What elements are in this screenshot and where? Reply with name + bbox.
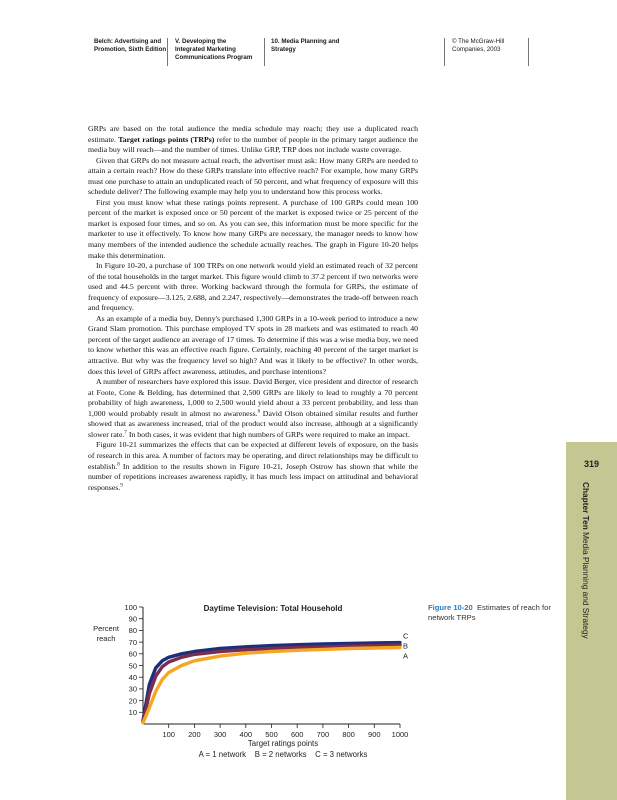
- paragraph: GRPs are based on the total audience the media schedule may reach; they use a duplicated reach estimate. Target ratings points (TRPs) refer to the number of people in the primary target audience the media buy will reach—and the number of times. Unlike GRP, TRP does not include waste coverage.: [88, 124, 418, 155]
- series-label-B: B: [403, 641, 409, 651]
- header-chapter-title: 10. Media Planning and Strategy: [271, 38, 340, 54]
- y-tick-label: 20: [128, 696, 137, 706]
- footnote-ref: 7: [124, 430, 127, 436]
- y-tick-label: 30: [128, 684, 137, 694]
- footnote-ref: 9: [120, 483, 123, 488]
- header-copyright: © The McGraw-Hill Companies, 2003: [452, 38, 505, 54]
- chart-legend: A = 1 network B = 2 networks C = 3 networks: [198, 750, 368, 759]
- figure-number: Figure 10-20: [428, 603, 473, 612]
- x-tick-label: 300: [213, 730, 227, 739]
- series-line-B: [143, 645, 400, 722]
- y-tick-label: 50: [128, 661, 137, 671]
- x-tick-label: 500: [265, 730, 278, 739]
- y-tick-label: 70: [128, 637, 137, 647]
- paragraph: A number of researchers have explored this issue. David Berger, vice president and director of research at Foote, Cone & Belding, has determined that 2,500 GRPs are likely to lead to roughly a 70 percent probability of high awareness, 1,000 to 2,500 would yield about a 33 percent probability, and less than 1,000 would probably result in almost no awareness.$^6$ David Olson obtained similar results and further showed that as awareness increased, trial of the product would also increase, although at a significantly slower rate.$^7$ In both cases, it was evident that high numbers of GRPs were required to make an impact.: [88, 377, 419, 439]
- x-tick-label: 200: [188, 730, 201, 739]
- paragraph: As an example of a media buy, Denny's purchased 1,300 GRPs in a 10-week period to introduce a new Grand Slam promotion. This purchase employed TV spots in 28 markets and was estimated to reach 40 percent of the target audience an average of 17 times. To determine if this was a wise media buy, we need to know whether this was an effective reach figure. Certainly, reaching 40 percent of the target market is attractive. But why was the frequency level so high? And was it likely to be effective? In other words, does this level of GRPs affect awareness, attitudes, and purchase intentions?: [88, 313, 418, 376]
- footnote-ref: 6: [257, 409, 261, 415]
- series-line-C: [143, 643, 400, 721]
- y-axis-label: Percent reach: [93, 624, 119, 643]
- x-axis-label: Target ratings points: [247, 739, 319, 748]
- y-tick-label: 100: [124, 602, 137, 612]
- paragraph: Given that GRPs do not measure actual reach, the advertiser must ask: How many GRPs are needed to attain a certain reach? How do these GRPs translate into effective reach? For example, how many GRPs must one purchase to attain an unduplicated reach of 50 percent, and what frequency of exposure will this schedule deliver? The following example may help you to understand how this process works.: [88, 155, 418, 197]
- x-tick-label: 700: [316, 730, 330, 739]
- footnote-ref: 8: [117, 461, 120, 467]
- y-tick-label: 10: [128, 708, 137, 718]
- x-tick-label: 800: [342, 730, 355, 739]
- page-number: 319: [583, 459, 600, 469]
- figure-caption-text: Estimates of reach for network TRPs: [428, 603, 551, 622]
- paragraph: Figure 10-21 summarizes the effects that can be expected at different levels of exposure, on the basis of research in this area. A number of factors may be operating, and direct relationships may be difficult to establish.$^8$ In addition to the results shown in Figure 10-21, Joseph Ostrow has shown that while the number of repetitions increases awareness rapidly, it has much less impact on attitudinal and behavioral responses.$^9$: [88, 440, 418, 492]
- y-tick-label: 90: [128, 614, 137, 624]
- header-book-title: Belch: Advertising and Promotion, Sixth Edition: [94, 38, 167, 54]
- y-tick-label: 60: [128, 649, 137, 659]
- x-tick-label: 900: [368, 730, 381, 739]
- paragraph: In Figure 10-20, a purchase of 100 TRPs on one network would yield an estimated reach of 32 percent of the total households in the target market. This figure would climb to 37.2 percent if two networks were used and 44.5 percent with three. Working backward through the formula for GRPs, the estimate of frequency of exposure—3.125, 2.688, and 2.247, respectively—demonstrates the trade-off between reach and frequency.: [88, 261, 418, 313]
- paragraph: First you must know what these ratings points represent. A purchase of 100 GRPs could mean 100 percent of the market is exposed once or 50 percent of the market is exposed twice or 25 percent of the market is exposed four times, and so on. As you can see, this information must be more specific for the marketer to use it effectively. To know how many GRPs are necessary, the manager needs to know how many members of the intended audience the schedule actually reaches. The graph in Figure 10-20 helps make this determination.: [88, 197, 418, 260]
- y-tick-label: 40: [128, 673, 137, 682]
- chart-title: Daytime Television: Total Household: [203, 604, 343, 613]
- x-tick-label: 400: [239, 730, 253, 739]
- x-tick-label: 1000: [391, 730, 409, 739]
- y-tick-label: 80: [128, 626, 137, 636]
- series-label-A: A: [403, 651, 409, 661]
- x-tick-label: 600: [290, 730, 304, 739]
- series-label-C: C: [403, 631, 409, 641]
- chapter-label: Chapter Ten Media Planning and Strategy: [581, 482, 591, 639]
- header-part-title: V. Developing the Integrated Marketing Communications Program: [175, 38, 253, 62]
- chart-series: [143, 631, 409, 723]
- term-trp: Target ratings points (TRPs): [118, 134, 215, 144]
- chart-axes: [124, 603, 408, 739]
- x-tick-label: 100: [162, 730, 175, 739]
